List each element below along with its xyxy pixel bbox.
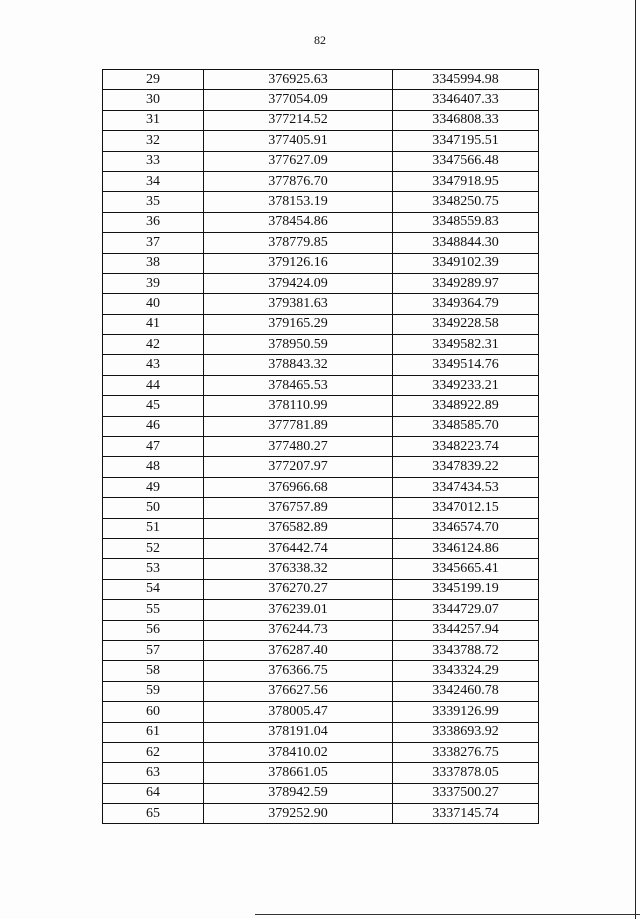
table-row — [103, 253, 539, 273]
point-number-cell: 45 — [103, 396, 204, 416]
point-number-cell: 50 — [103, 498, 204, 518]
point-number-cell: 47 — [103, 437, 204, 457]
table-row — [103, 437, 539, 457]
point-number-cell: 54 — [103, 579, 204, 599]
x-coordinate-cell: 379165.29 — [204, 314, 393, 334]
scan-edge-line — [255, 914, 640, 915]
point-number-cell: 39 — [103, 273, 204, 293]
x-coordinate-cell: 376239.01 — [204, 600, 393, 620]
y-coordinate-cell: 3347566.48 — [393, 151, 539, 171]
y-coordinate-cell: 3347839.22 — [393, 457, 539, 477]
point-number-cell: 57 — [103, 640, 204, 660]
table-row — [103, 661, 539, 681]
table-row — [103, 518, 539, 538]
x-coordinate-cell: 378950.59 — [204, 335, 393, 355]
y-coordinate-cell: 3348585.70 — [393, 416, 539, 436]
table-row — [103, 396, 539, 416]
point-number-cell: 51 — [103, 518, 204, 538]
point-number-cell: 56 — [103, 620, 204, 640]
table-row — [103, 600, 539, 620]
y-coordinate-cell: 3337878.05 — [393, 763, 539, 783]
y-coordinate-cell: 3339126.99 — [393, 702, 539, 722]
table-row — [103, 538, 539, 558]
y-coordinate-cell: 3349102.39 — [393, 253, 539, 273]
point-number-cell: 40 — [103, 294, 204, 314]
table-row — [103, 498, 539, 518]
table-row — [103, 192, 539, 212]
y-coordinate-cell: 3345199.19 — [393, 579, 539, 599]
point-number-cell: 33 — [103, 151, 204, 171]
x-coordinate-cell: 376244.73 — [204, 620, 393, 640]
y-coordinate-cell: 3349228.58 — [393, 314, 539, 334]
x-coordinate-cell: 378153.19 — [204, 192, 393, 212]
scan-edge-line — [635, 0, 636, 919]
point-number-cell: 58 — [103, 661, 204, 681]
point-number-cell: 52 — [103, 538, 204, 558]
table-row — [103, 620, 539, 640]
x-coordinate-cell: 377207.97 — [204, 457, 393, 477]
x-coordinate-cell: 378454.86 — [204, 212, 393, 232]
y-coordinate-cell: 3347434.53 — [393, 477, 539, 497]
table-row — [103, 783, 539, 803]
point-number-cell: 62 — [103, 742, 204, 762]
y-coordinate-cell: 3349289.97 — [393, 273, 539, 293]
point-number-cell: 31 — [103, 110, 204, 130]
table-row — [103, 375, 539, 395]
x-coordinate-cell: 376442.74 — [204, 538, 393, 558]
point-number-cell: 46 — [103, 416, 204, 436]
y-coordinate-cell: 3342460.78 — [393, 681, 539, 701]
point-number-cell: 61 — [103, 722, 204, 742]
point-number-cell: 43 — [103, 355, 204, 375]
table-row — [103, 416, 539, 436]
table-row — [103, 559, 539, 579]
x-coordinate-cell: 377876.70 — [204, 171, 393, 191]
point-number-cell: 55 — [103, 600, 204, 620]
x-coordinate-cell: 377405.91 — [204, 131, 393, 151]
x-coordinate-cell: 379381.63 — [204, 294, 393, 314]
x-coordinate-cell: 379424.09 — [204, 273, 393, 293]
table-row — [103, 335, 539, 355]
y-coordinate-cell: 3348250.75 — [393, 192, 539, 212]
y-coordinate-cell: 3337145.74 — [393, 804, 539, 824]
x-coordinate-cell: 378779.85 — [204, 233, 393, 253]
y-coordinate-cell: 3349582.31 — [393, 335, 539, 355]
y-coordinate-cell: 3337500.27 — [393, 783, 539, 803]
x-coordinate-cell: 376287.40 — [204, 640, 393, 660]
point-number-cell: 59 — [103, 681, 204, 701]
x-coordinate-cell: 376338.32 — [204, 559, 393, 579]
table-row — [103, 70, 539, 90]
y-coordinate-cell: 3348223.74 — [393, 437, 539, 457]
table-row — [103, 131, 539, 151]
x-coordinate-cell: 378661.05 — [204, 763, 393, 783]
point-number-cell: 34 — [103, 171, 204, 191]
y-coordinate-cell: 3349364.79 — [393, 294, 539, 314]
point-number-cell: 49 — [103, 477, 204, 497]
point-number-cell: 64 — [103, 783, 204, 803]
point-number-cell: 63 — [103, 763, 204, 783]
point-number-cell: 48 — [103, 457, 204, 477]
y-coordinate-cell: 3338693.92 — [393, 722, 539, 742]
table-row — [103, 212, 539, 232]
x-coordinate-cell: 378843.32 — [204, 355, 393, 375]
table-row — [103, 477, 539, 497]
y-coordinate-cell: 3346574.70 — [393, 518, 539, 538]
table-row — [103, 804, 539, 824]
x-coordinate-cell: 376270.27 — [204, 579, 393, 599]
point-number-cell: 32 — [103, 131, 204, 151]
x-coordinate-cell: 378942.59 — [204, 783, 393, 803]
table-row — [103, 314, 539, 334]
table-row — [103, 294, 539, 314]
x-coordinate-cell: 377214.52 — [204, 110, 393, 130]
point-number-cell: 29 — [103, 70, 204, 90]
x-coordinate-cell: 377781.89 — [204, 416, 393, 436]
table-row — [103, 640, 539, 660]
point-number-cell: 38 — [103, 253, 204, 273]
page-number: 82 — [314, 33, 326, 47]
y-coordinate-cell: 3348844.30 — [393, 233, 539, 253]
x-coordinate-cell: 378191.04 — [204, 722, 393, 742]
table-row — [103, 702, 539, 722]
point-number-cell: 44 — [103, 375, 204, 395]
y-coordinate-cell: 3344257.94 — [393, 620, 539, 640]
y-coordinate-cell: 3343788.72 — [393, 640, 539, 660]
point-number-cell: 42 — [103, 335, 204, 355]
table-row — [103, 233, 539, 253]
table-row — [103, 90, 539, 110]
point-number-cell: 37 — [103, 233, 204, 253]
y-coordinate-cell: 3343324.29 — [393, 661, 539, 681]
x-coordinate-cell: 376757.89 — [204, 498, 393, 518]
y-coordinate-cell: 3346124.86 — [393, 538, 539, 558]
y-coordinate-cell: 3346808.33 — [393, 110, 539, 130]
x-coordinate-cell: 376925.63 — [204, 70, 393, 90]
x-coordinate-cell: 376582.89 — [204, 518, 393, 538]
x-coordinate-cell: 376966.68 — [204, 477, 393, 497]
x-coordinate-cell: 376627.56 — [204, 681, 393, 701]
y-coordinate-cell: 3345665.41 — [393, 559, 539, 579]
x-coordinate-cell: 377054.09 — [204, 90, 393, 110]
coordinate-table-body — [103, 70, 539, 824]
x-coordinate-cell: 378410.02 — [204, 742, 393, 762]
table-row — [103, 742, 539, 762]
point-number-cell: 60 — [103, 702, 204, 722]
y-coordinate-cell: 3348559.83 — [393, 212, 539, 232]
y-coordinate-cell: 3347195.51 — [393, 131, 539, 151]
y-coordinate-cell: 3347918.95 — [393, 171, 539, 191]
table-row — [103, 457, 539, 477]
x-coordinate-cell: 378005.47 — [204, 702, 393, 722]
table-row — [103, 110, 539, 130]
table-row — [103, 151, 539, 171]
y-coordinate-cell: 3349514.76 — [393, 355, 539, 375]
y-coordinate-cell: 3344729.07 — [393, 600, 539, 620]
y-coordinate-cell: 3345994.98 — [393, 70, 539, 90]
y-coordinate-cell: 3348922.89 — [393, 396, 539, 416]
table-row — [103, 579, 539, 599]
point-number-cell: 35 — [103, 192, 204, 212]
y-coordinate-cell: 3346407.33 — [393, 90, 539, 110]
point-number-cell: 41 — [103, 314, 204, 334]
x-coordinate-cell: 378110.99 — [204, 396, 393, 416]
table-row — [103, 273, 539, 293]
table-row — [103, 171, 539, 191]
point-number-cell: 36 — [103, 212, 204, 232]
x-coordinate-cell: 379252.90 — [204, 804, 393, 824]
x-coordinate-cell: 377627.09 — [204, 151, 393, 171]
x-coordinate-cell: 378465.53 — [204, 375, 393, 395]
table-row — [103, 763, 539, 783]
coordinate-table — [102, 69, 539, 824]
table-row — [103, 681, 539, 701]
y-coordinate-cell: 3349233.21 — [393, 375, 539, 395]
x-coordinate-cell: 377480.27 — [204, 437, 393, 457]
point-number-cell: 30 — [103, 90, 204, 110]
point-number-cell: 65 — [103, 804, 204, 824]
x-coordinate-cell: 376366.75 — [204, 661, 393, 681]
table-row — [103, 355, 539, 375]
x-coordinate-cell: 379126.16 — [204, 253, 393, 273]
y-coordinate-cell: 3347012.15 — [393, 498, 539, 518]
y-coordinate-cell: 3338276.75 — [393, 742, 539, 762]
point-number-cell: 53 — [103, 559, 204, 579]
table-row — [103, 722, 539, 742]
